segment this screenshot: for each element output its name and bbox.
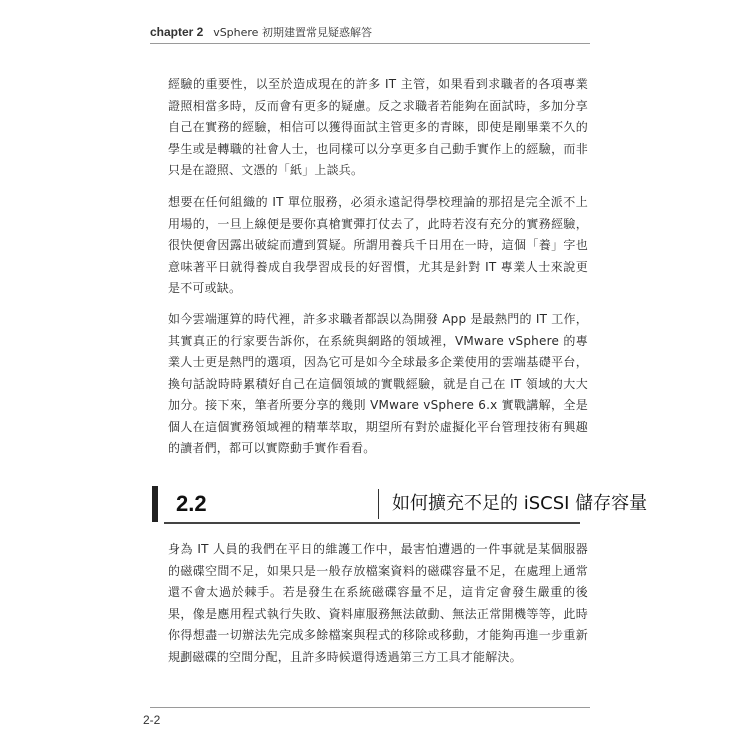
section-divider: [378, 489, 379, 519]
body-paragraph-4: 身為 IT 人員的我們在平日的維護工作中，最害怕遭遇的一件事就是某個服器的磁碟空間不足，如果只是一般存放檔案資料的磁碟容量不足，在處理上通常還不會太過於棘手。若是發生在系統磁碟容量不足，這肯定會發生嚴重的後果，像是應用程式執行失敗、資料庫服務無法啟動、無法正常開機等等，此時你得想盡一切辦法先完成多餘檔案與程式的移除或移動，才能夠再進一步重新規劃磁碟的空間分配，且許多時候還得透過第三方工具才能解決。: [168, 542, 588, 664]
header-rule: [150, 43, 590, 44]
body-paragraph-1: 經驗的重要性，以至於造成現在的許多 IT 主管，如果看到求職者的各項專業證照相當多時，反而會有更多的疑慮。反之求職者若能夠在面試時，多加分享自己在實務的經驗，相信可以獲得面試主管更多的青睞，即使是剛畢業不久的學生或是轉職的社會人士，也同樣可以分享更多自己動手實作上的經驗，而非只是在證照、文憑的「紙」上談兵。: [168, 77, 588, 177]
running-header: [150, 24, 610, 42]
footer-rule: [150, 707, 590, 708]
section-marker-bar: [152, 486, 158, 522]
chapter-label: chapter 2: [150, 25, 204, 39]
page-number: 2-2: [143, 713, 161, 727]
section-heading: [152, 484, 648, 524]
chapter-title: vSphere 初期建置常見疑惑解答: [213, 26, 372, 39]
section-underline: [164, 522, 580, 524]
section-number: 2.2: [176, 491, 207, 516]
section-title: 如何擴充不足的 iSCSI 儲存容量: [392, 493, 648, 514]
body-paragraph-3: 如今雲端運算的時代裡，許多求職者都誤以為開發 App 是最熱門的 IT 工作，其實真正的行家要告訴你，在系統與網路的領域裡，VMware vSphere 的專業人士更是熱門的選項，因為它可是如今全球最多企業使用的雲端基礎平台，換句話說時時累積好自己在這個領域的實戰經驗，就是自己在 IT 領域的大大加分。接下來，筆者所要分享的幾則 VMware vSphere 6.x 實戰講解，全是個人在這個實務領域裡的精華萃取，期望所有對於虛擬化平台管理技術有興趣的讀者們，都可以實際動手實作看看。: [168, 312, 588, 455]
body-paragraph-2: 想要在任何組織的 IT 單位服務，必須永遠記得學校理論的那招是完全派不上用場的，一旦上線便是要你真槍實彈打仗去了，此時若沒有充分的實務經驗，很快便會因露出破綻而遭到質疑。所謂用養兵千日用在一時，這個「養」字也意味著平日就得養成自我學習成長的好習慣，尤其是針對 IT 專業人士來說更是不可或缺。: [168, 195, 588, 295]
